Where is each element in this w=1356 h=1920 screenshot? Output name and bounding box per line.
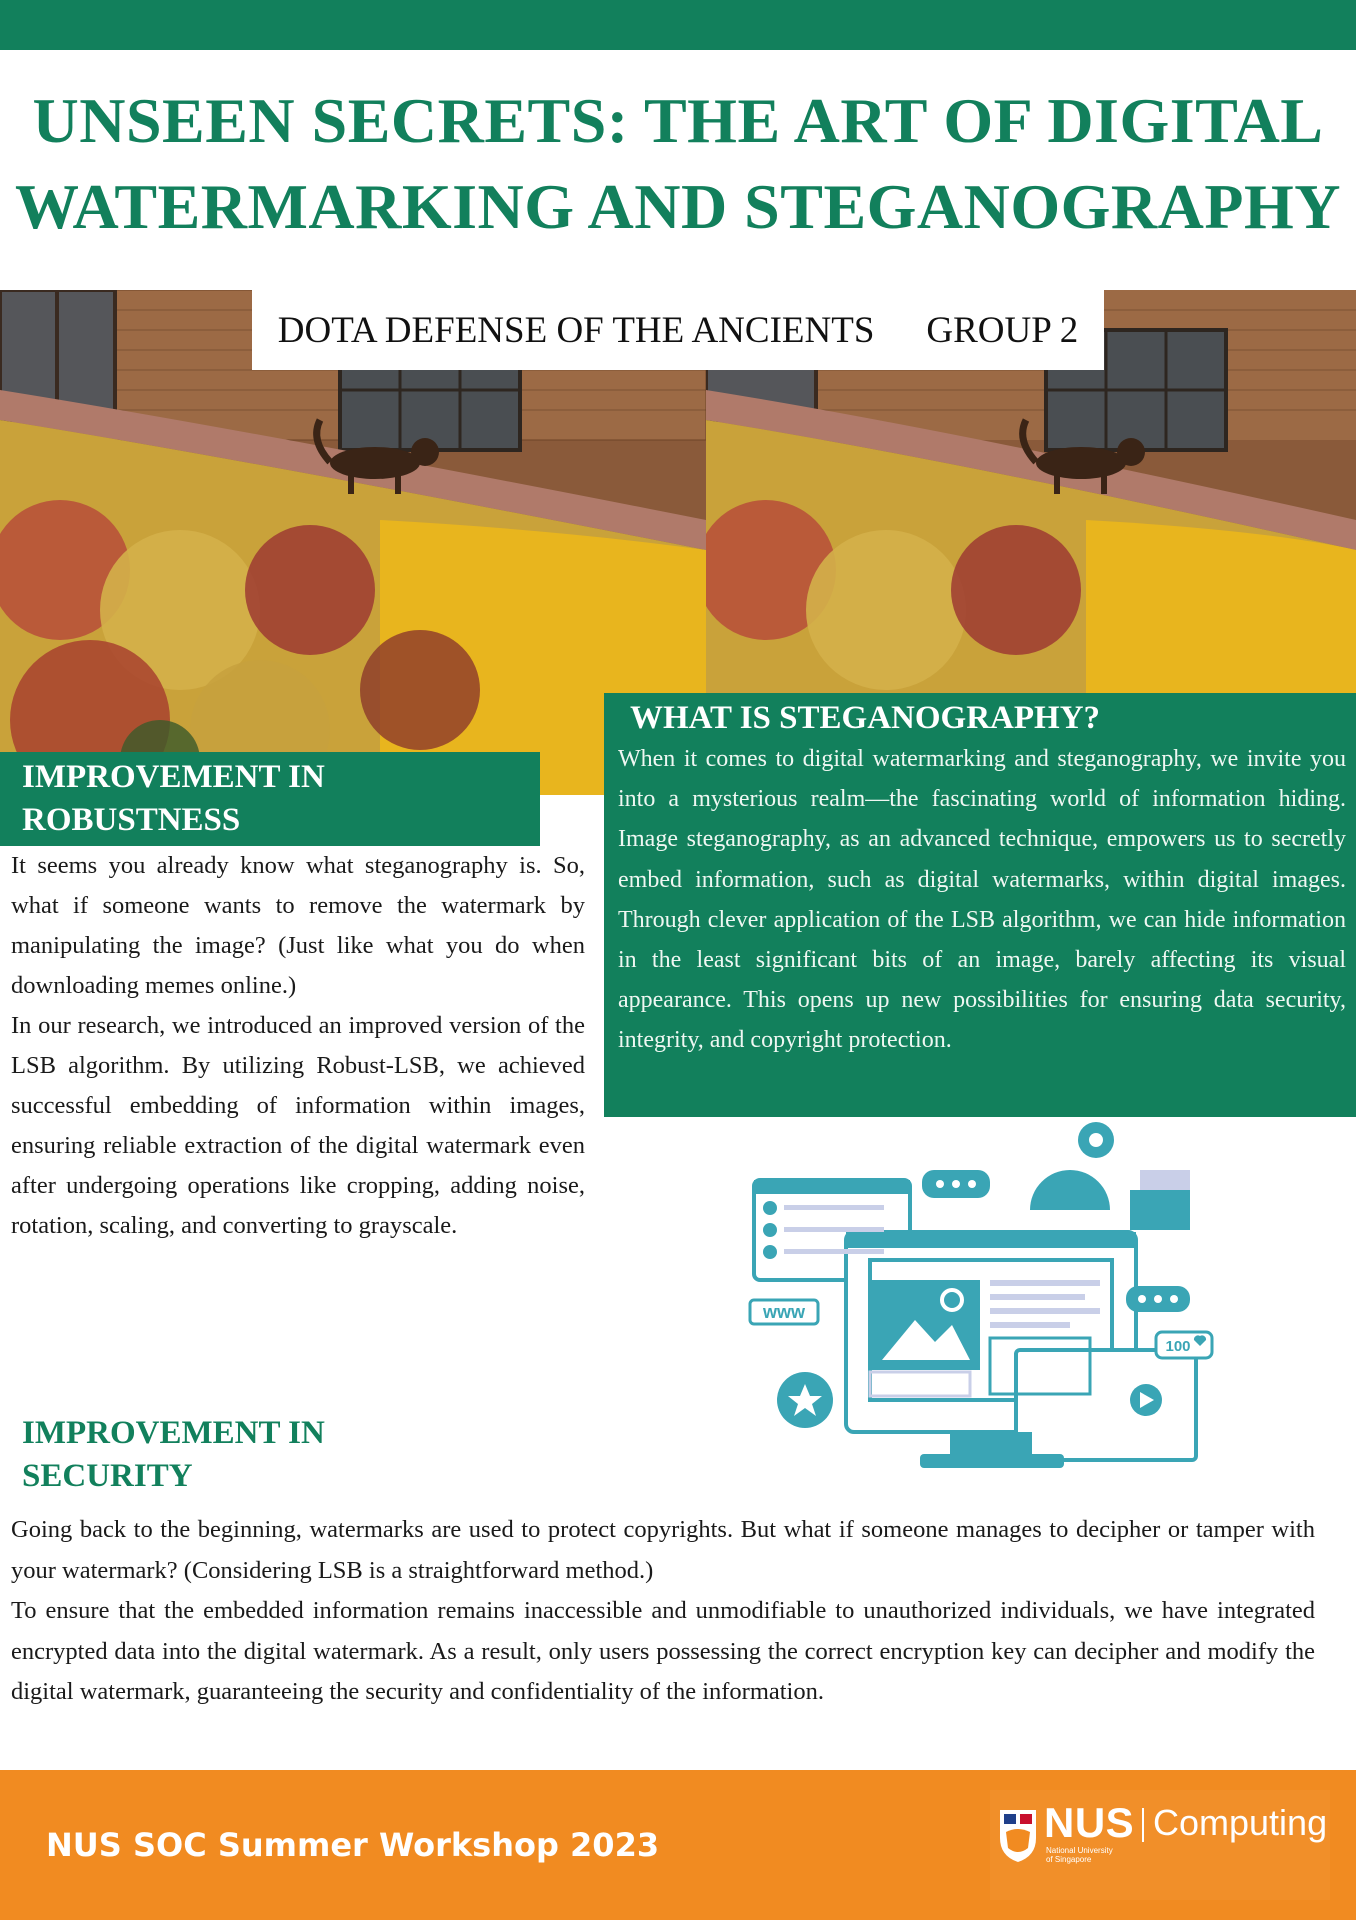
security-heading-line-1: IMPROVEMENT IN [22, 1415, 325, 1451]
robustness-heading-line-2: ROBUSTNESS [22, 802, 241, 838]
poster-title [0, 78, 1356, 250]
robustness-body [11, 846, 585, 1246]
group-number: GROUP 2 [926, 309, 1079, 351]
steganography-panel [604, 693, 1356, 1117]
steganography-body: When it comes to digital watermarking and steganography, we invite you into a mysterious realm—the fascinating world of information hiding. Image steganography, as an advanced technique, empowers us to secretly embed information, such as digital watermarks, within digital images. Through clever application of the LSB algorithm, we can hide information in the least significant bits of an image, barely affecting its visual appearance. This opens up new possibilities for ensuring data security, integrity, and copyright protection. [618, 746, 1346, 1054]
poster-title-line-2: WATERMARKING AND STEGANOGRAPHY [15, 171, 1341, 242]
security-heading [22, 1412, 325, 1498]
www-label: www [762, 1302, 806, 1322]
likes-label: 100 [1165, 1338, 1191, 1355]
steganography-heading: WHAT IS STEGANOGRAPHY? [630, 700, 1101, 736]
nus-crest-icon [998, 1808, 1038, 1864]
security-paragraph-1: Going back to the beginning, watermarks are used to protect copyrights. But what if someone manages to decipher or tamper with your watermark? (Considering LSB is a straightforward method.) [11, 1516, 1315, 1584]
robustness-paragraph-2: In our research, we introduced an improved version of the LSB algorithm. By utilizing Robust-LSB, we achieved successful embedding of information within images, ensuring reliable extraction of the digital watermark even after undergoing operations like cropping, adding noise, rotation, scaling, and converting to grayscale. [11, 1012, 585, 1239]
logo-university-text: National University of Singapore [1046, 1846, 1113, 1864]
web-illustration [730, 1110, 1230, 1490]
team-name: DOTA DEFENSE OF THE ANCIENTS [277, 309, 875, 351]
security-paragraph-2: To ensure that the embedded information remains inaccessible and unmodifiable to unauthorized individuals, we have integrated encrypted data into the digital watermark. As a result, only users possessing the correct encryption key can decipher and modify the digital watermark, guaranteeing the security and confidentiality of the information. [11, 1597, 1315, 1705]
security-body [11, 1510, 1315, 1713]
poster-title-line-1: UNSEEN SECRETS: THE ART OF DIGITAL [32, 85, 1324, 156]
nus-computing-logo [990, 1790, 1330, 1900]
workshop-name: NUS SOC Summer Workshop 2023 [46, 1826, 660, 1864]
footer [0, 1770, 1356, 1920]
robustness-paragraph-1: It seems you already know what steganography is. So, what if someone wants to remove the watermark by manipulating the image? (Just like what you do when downloading memes online.) [11, 852, 585, 999]
robustness-heading-box [0, 752, 540, 846]
logo-computing-text: Computing [1153, 1802, 1328, 1843]
logo-nus-text: NUS [1044, 1799, 1135, 1846]
robustness-heading [22, 756, 325, 842]
web-illustration-drawing [730, 1110, 1230, 1490]
group-banner [252, 290, 1104, 370]
top-accent-bar [0, 0, 1356, 50]
robustness-heading-line-1: IMPROVEMENT IN [22, 759, 325, 795]
logo-divider [1142, 1808, 1144, 1842]
security-heading-line-2: SECURITY [22, 1458, 193, 1494]
